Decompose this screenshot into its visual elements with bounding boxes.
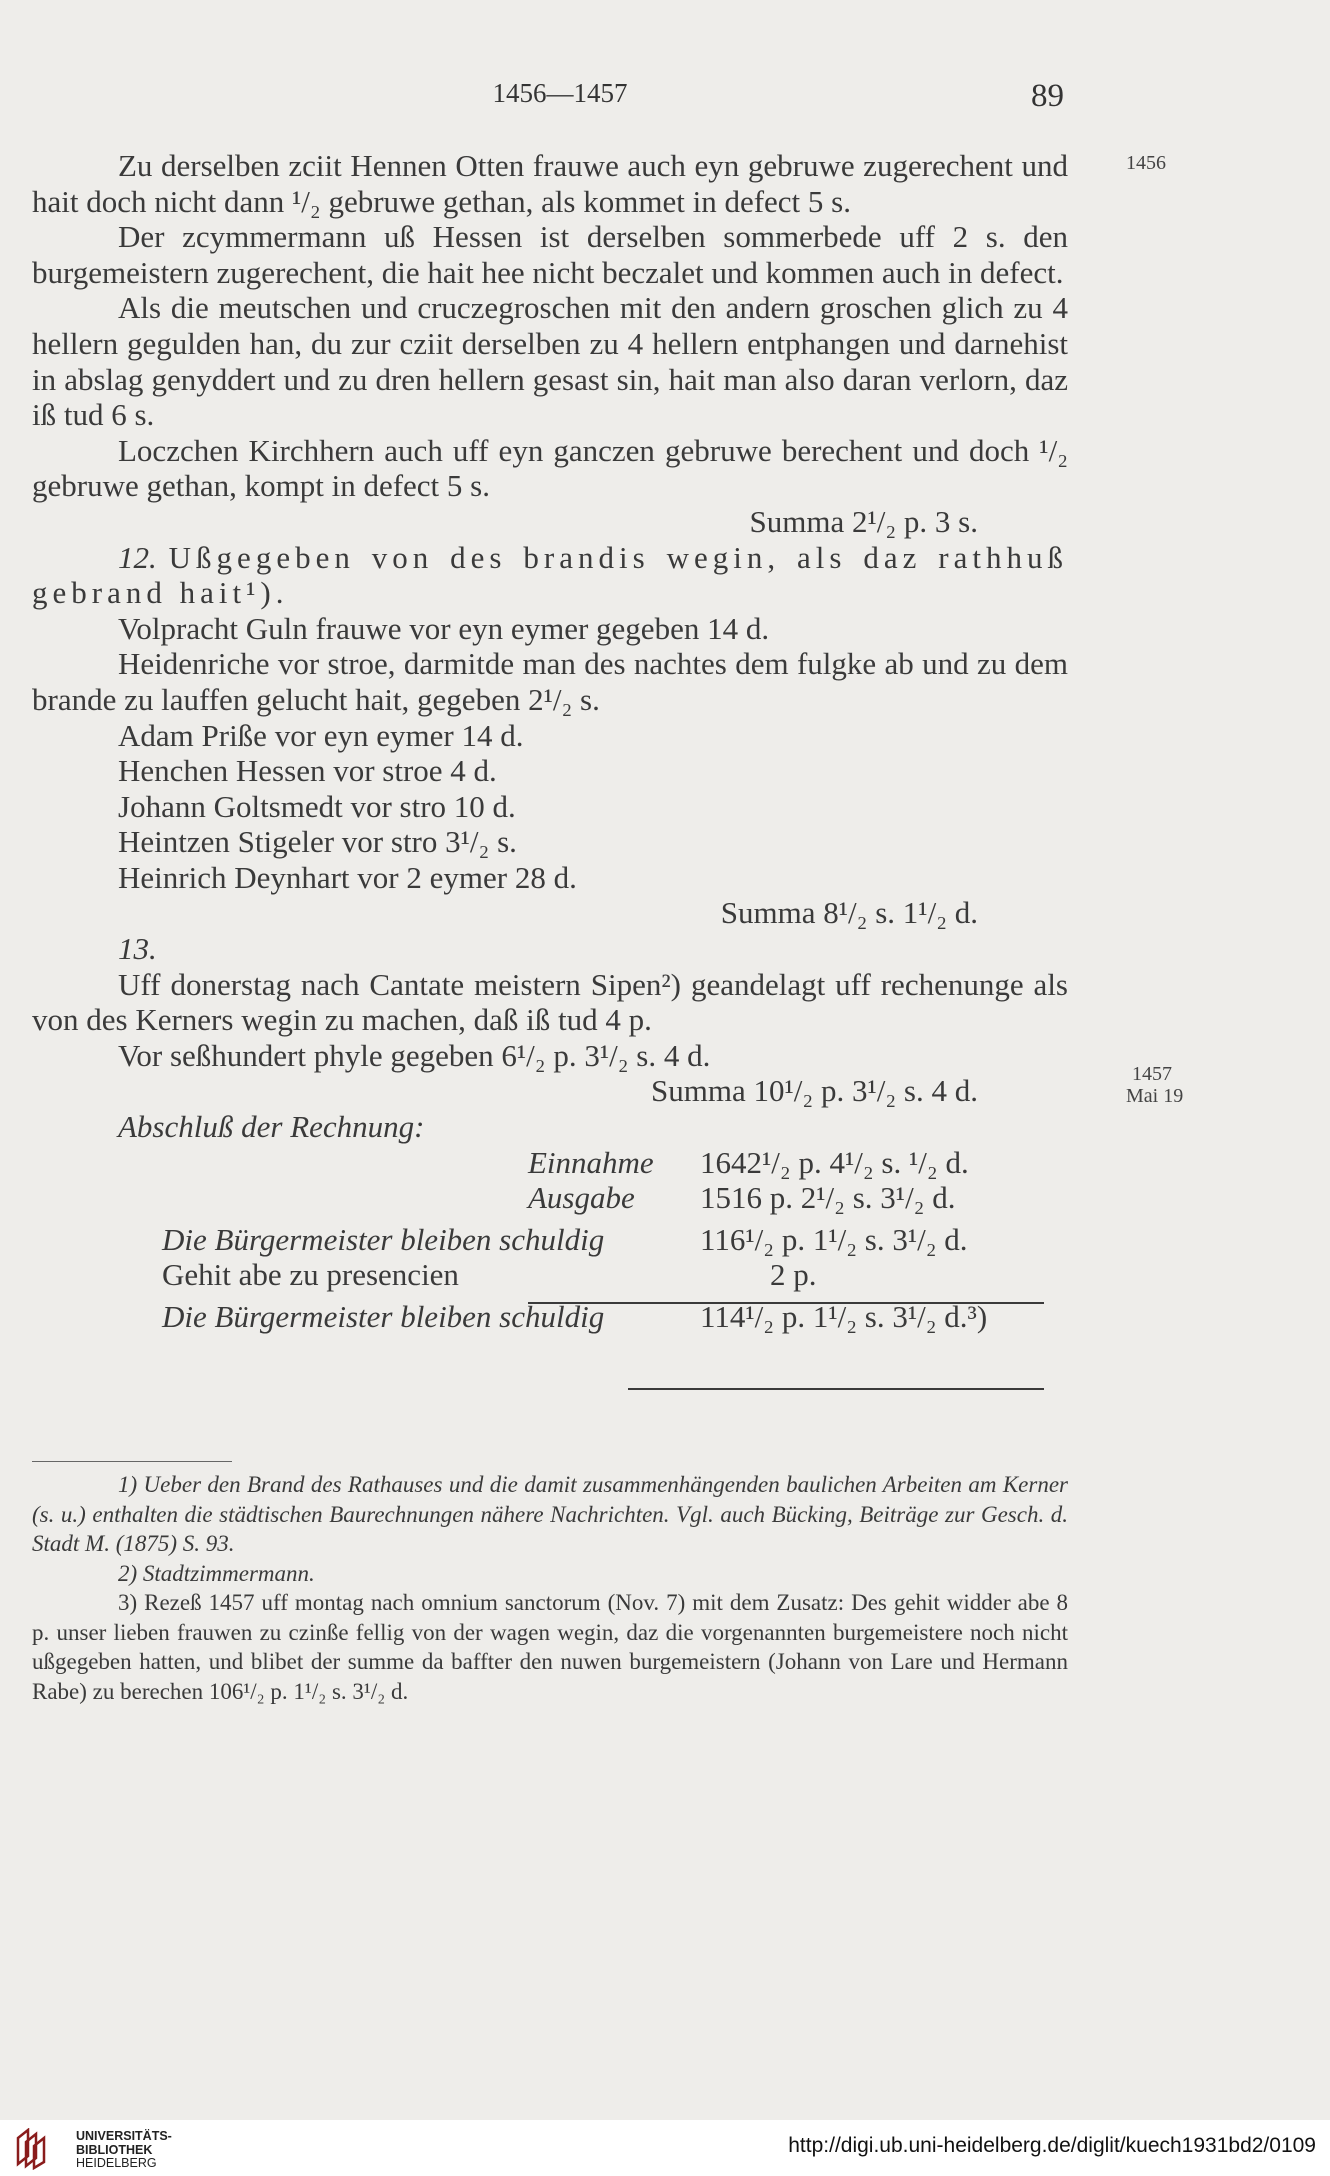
margin-note-year-1456: 1456 (1126, 152, 1166, 174)
paragraph: Zu derselben zciit Hennen Otten frauwe auch eyn gebruwe zugerechent und hait doch nicht dann ¹/₂ gebruwe gethan, als kommet in defect 5 s. (32, 148, 1068, 219)
paragraph: Uff donerstag nach Cantate meistern Sipen²) geandelagt uff rechenunge als von des Kerners wegin zu machen, daß iß tud 4 p. (32, 966, 1068, 1038)
section-number: 12. (118, 539, 157, 575)
library-name (76, 2130, 172, 2171)
paragraph: Der zcymmermann uß Hessen ist derselben sommerbede uff 2 s. den burgemeistern zugerechent, die hait hee nicht beczalet und kommen auch in defect. (32, 219, 1068, 290)
footnote-3: 3) Rezeß 1457 uff montag nach omnium sanctorum (Nov. 7) mit dem Zusatz: Des gehit widder abe 8 p. unser lieben frauwen zu czinße fellig von der wagen wegin, daz die vorgenannten burgemeistere noch nicht ußgegeben hatten, und blibet der summe da baffter den nuwen burgemeistern (Johann von Lare und Hermann Rabe) zu berechen 106¹/₂ p. 1¹/₂ s. 3¹/₂ d. (32, 1590, 1068, 1704)
presencien-value: 2 p. (770, 1257, 817, 1293)
ausgabe-row (32, 1180, 1068, 1216)
ausgabe-value: 1516 p. 2¹/₂ s. 3¹/₂ d. (700, 1180, 956, 1216)
footnote-2: 2) Stadtzimmermann. (118, 1560, 315, 1586)
presencien-label: Gehit abe zu presencien (162, 1257, 459, 1293)
einnahme-row (32, 1145, 1068, 1181)
einnahme-value: 1642¹/₂ p. 4¹/₂ s. ¹/₂ d. (700, 1144, 969, 1180)
running-header: 1456—1457 (492, 78, 628, 108)
library-logo-icon (14, 2128, 56, 2170)
paragraph: Volpracht Guln frauwe vor eyn eymer gegeben 14 d. (118, 610, 770, 646)
closing-heading: Abschluß der Rechnung: (118, 1109, 425, 1145)
list-item: Vor seßhundert phyle gegeben 6¹/₂ p. 3¹/₂ s. 4 d. (118, 1037, 711, 1073)
section-heading-12 (32, 540, 1068, 611)
paragraph: Heidenriche vor stroe, darmitde man des nachtes dem fulgke ab und zu dem brande zu lauffen gelucht hait, gegeben 2¹/₂ s. (32, 646, 1068, 717)
library-line: UNIVERSITÄTS- (76, 2129, 172, 2143)
summa-line: Summa 10¹/₂ p. 3¹/₂ s. 4 d. (651, 1073, 978, 1109)
paragraph: Loczchen Kirchhern auch uff eyn ganczen gebruwe berechent und doch ¹/₂ gebruwe gethan, kompt in defect 5 s. (32, 432, 1068, 504)
footnote-separator (32, 1461, 232, 1462)
einnahme-label: Einnahme (528, 1144, 654, 1180)
schuldig-label: Die Bürgermeister bleiben schuldig (162, 1299, 605, 1334)
sum-rule (628, 1388, 1044, 1390)
section-number-13: 13. (118, 931, 157, 967)
section-title: Ußgegeben von des brandis wegin, als daz rathhuß gebrand hait¹). (32, 539, 1068, 611)
source-url-link[interactable]: http://digi.ub.uni-heidelberg.de/diglit/kuech1931bd2/0109 (788, 2134, 1316, 2157)
schuldig-row-2 (32, 1299, 1068, 1335)
schuldig-value: 114¹/₂ p. 1¹/₂ s. 3¹/₂ d.³) (700, 1299, 988, 1334)
page-number: 89 (1031, 78, 1064, 114)
footnotes (32, 1470, 1068, 1706)
summa-line: Summa 2¹/₂ p. 3 s. (749, 503, 978, 539)
schuldig-value: 116¹/₂ p. 1¹/₂ s. 3¹/₂ d. (700, 1221, 968, 1257)
sum-rule (528, 1302, 1044, 1304)
main-text (32, 148, 1068, 1335)
list-item: Heinrich Deynhart vor 2 eymer 28 d. (118, 859, 577, 895)
margin-note-date: Mai 19 (1126, 1085, 1184, 1107)
paragraph: Als die meutschen und cruczegroschen mit den andern groschen glich zu 4 hellern gegulden han, du zur cziit derselben zu 4 hellern entphangen und darnehist in abslag genyddert und zu dren hellern gesast sin, hait man also daran verlorn, daz iß tud 6 s. (32, 290, 1068, 433)
list-item: Heintzen Stigeler vor stro 3¹/₂ s. (118, 824, 517, 860)
summa-line: Summa 8¹/₂ s. 1¹/₂ d. (720, 895, 978, 931)
presencien-row (32, 1257, 1068, 1293)
schuldig-label: Die Bürgermeister bleiben schuldig (162, 1221, 605, 1257)
library-line: HEIDELBERG (76, 2156, 157, 2170)
list-item: Johann Goltsmedt vor stro 10 d. (118, 788, 516, 824)
footnote-1: 1) Ueber den Brand des Rathauses und die damit zusammenhängenden baulichen Arbeiten am Kerner (s. u.) enthalten die städtischen Baurechnungen nähere Nachrichten. Vgl. auch Bücking, Beiträge zur Gesch. d. Stadt M. (1875) S. 93. (32, 1472, 1068, 1556)
list-item: Henchen Hessen vor stroe 4 d. (118, 753, 497, 789)
list-item: Adam Priße vor eyn eymer 14 d. (118, 717, 524, 753)
library-line: BIBLIOTHEK (76, 2142, 153, 2157)
schuldig-row-1 (32, 1222, 1068, 1258)
margin-note-year-1457: 1457 (1132, 1063, 1172, 1085)
ausgabe-label: Ausgabe (528, 1180, 635, 1216)
